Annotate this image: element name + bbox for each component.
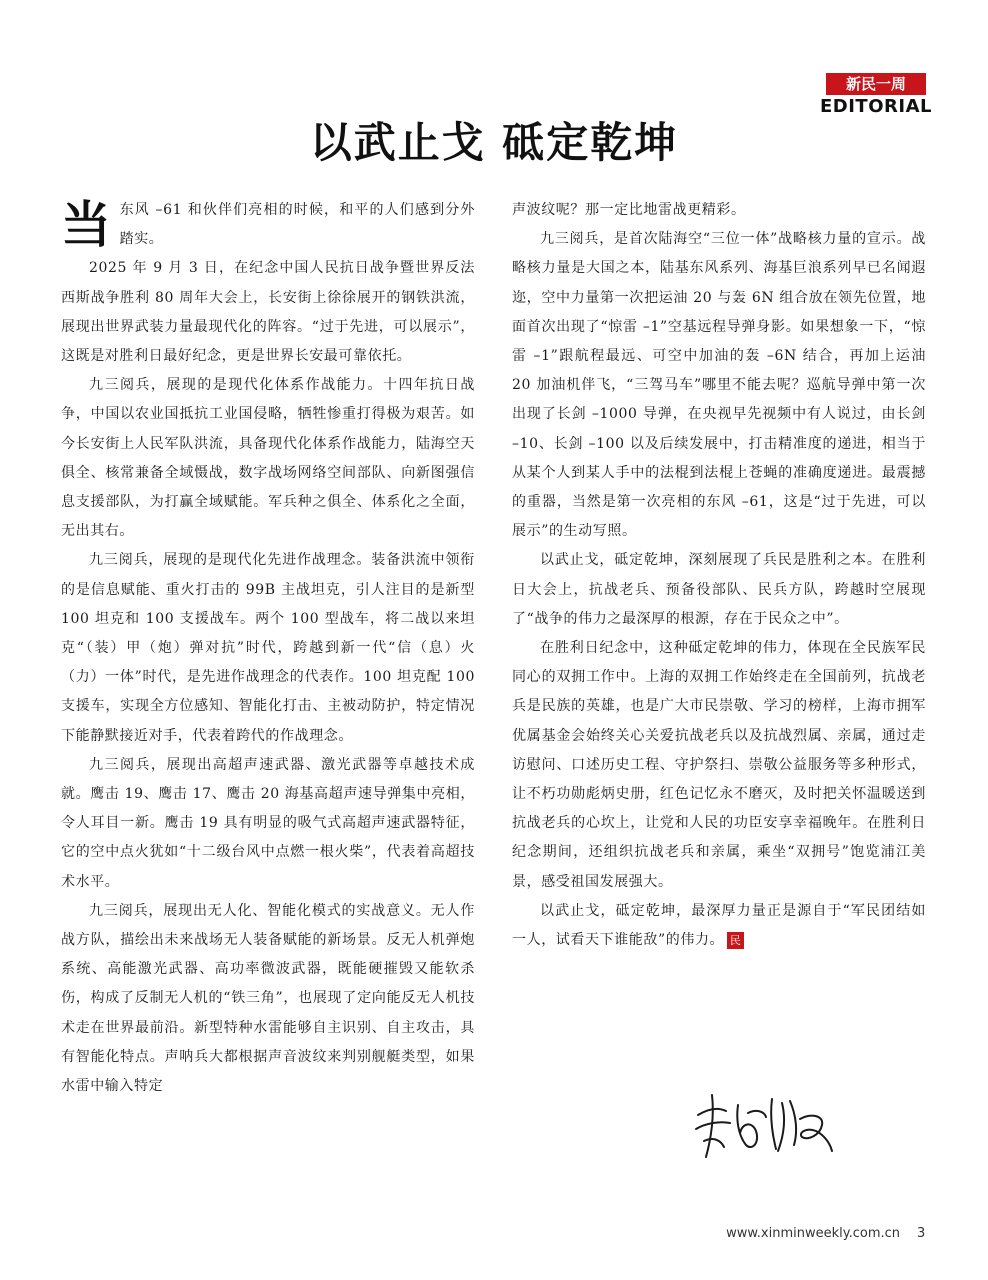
footer-url: www.xinminweekly.com.cn [726, 1226, 900, 1241]
section-label: EDITORIAL [820, 96, 932, 117]
end-mark-icon: 民 [727, 932, 744, 949]
body-paragraph: 九三阅兵，展现的是现代化先进作战理念。装备洪流中领衔的是信息赋能、重火打击的 99B 主战坦克，引人注目的是新型 100 坦克和 100 支援战车。两个 100 型战车，将二战以来坦克“（装）甲（炮）弹对抗”时代，跨越到新一代“信（息）火（力）一体”时代，是先进作战理念的代表作。100 坦克配 100 支援车，实现全方位感知、智能化打击、主被动防护，特定情况下能静默接近对手，代表着跨代的作战理念。 [61, 552, 475, 744]
left-column [61, 196, 475, 1101]
body-paragraph: 九三阅兵，展现出无人化、智能化模式的实战意义。无人作战方队，描绘出未来战场无人装备赋能的新场景。反无人机弹炮系统、高能激光武器、高功率微波武器，既能硬摧毁又能软杀伤，构成了反制无人机的“铁三角”，也展现了定向能反无人机技术走在世界最前沿。新型特种水雷能够自主识别、自主攻击，具有智能化特点。声呐兵大都根据声音波纹来判别舰艇类型，如果水雷中输入特定 [61, 902, 475, 1095]
closing-text: 以武止戈，砥定乾坤，最深厚力量正是源自于“军民团结如一人，试看天下谁能敌”的伟力。 [512, 902, 926, 949]
headline: 以武止戈 砥定乾坤 [309, 118, 679, 167]
lead-paragraph [61, 196, 475, 254]
closing-paragraph [512, 897, 926, 955]
body-paragraph: 在胜利日纪念中，这种砥定乾坤的伟力，体现在全民族军民同心的双拥工作中。上海的双拥工作始终走在全国前列，抗战老兵是民族的英雄，也是广大市民崇敬、学习的榜样，上海市拥军优属基金会始终关心关爱抗战老兵以及抗战烈属、亲属，通过走访慰问、口述历史工程、守护祭扫、崇敬公益服务等多种形式，让不朽功勋彪炳史册，红色记忆永不磨灭，及时把关怀温暖送到抗战老兵的心坎上，让党和人民的功臣安享幸福晚年。在胜利日纪念期间，还组织抗战老兵和亲属，乘坐“双拥号”饱览浦江美景，感受祖国发展强大。 [512, 640, 926, 890]
body-paragraph: 九三阅兵，展现的是现代化体系作战能力。十四年抗日战争，中国以农业国抵抗工业国侵略，牺牲惨重打得极为艰苦。如今长安街上人民军队洪流，具备现代化体系作战能力，陆海空天俱全、核常兼备全域慑战，数字战场网络空间部队、向新图强信息支援部队，为打赢全域赋能。军兵种之俱全、体系化之全面，无出其右。 [61, 377, 475, 540]
lead-text: 东风 –61 和伙伴们亮相的时候，和平的人们感到分外踏实。 [119, 202, 475, 248]
signature [690, 1085, 840, 1165]
continuation-text: 声波纹呢？那一定比地雷战更精彩。 [512, 202, 746, 218]
body-paragraph: 九三阅兵，展现出高超声速武器、激光武器等卓越技术成就。鹰击 19、鹰击 17、鹰击 20 海基高超声速导弹集中亮相，令人耳目一新。鹰击 19 具有明显的吸气式高超声速武器特征，它的空中点火犹如“十二级台风中点燃一根火柴”，代表着高超技术水平。 [61, 756, 475, 890]
brand-tag: 新民一周 [826, 73, 926, 95]
body-paragraph: 2025 年 9 月 3 日，在纪念中国人民抗日战争暨世界反法西斯战争胜利 80 周年大会上，长安街上徐徐展开的钢铁洪流，展现出世界武装力量最现代化的阵容。“过于先进，可以展示”，这既是对胜利日最好纪念，更是世界长安最可靠依托。 [61, 260, 475, 365]
body-paragraph: 九三阅兵，是首次陆海空“三位一体”战略核力量的宣示。战略核力量是大国之本，陆基东风系列、海基巨浪系列早已名闻遐迩，空中力量第一次把运油 20 与轰 6N 组合放在领先位置，地面首次出现了“惊雷 –1”空基远程导弹身影。如果想象一下，“惊雷 –1”跟航程最远、可空中加油的轰 –6N 结合，再加上运油 20 加油机伴飞，“三驾马车”哪里不能去呢？巡航导弹中第一次出现了长剑 –1000 导弹，在央视早先视频中有人说过，由长剑 –10、长剑 –100 以及后续发展中，打击精准度的递进，相当于从某个人到某人手中的法棍到法棍上苍蝇的准确度递进。最震撼的重器，当然是第一次亮相的东风 –61，这是“过于先进，可以展示”的生动写照。 [512, 231, 926, 540]
body-paragraph: 以武止戈，砥定乾坤，深刻展现了兵民是胜利之本。在胜利日大会上，抗战老兵、预备役部队、民兵方队，跨越时空展现了“战争的伟力之最深厚的根源，存在于民众之中”。 [512, 552, 926, 627]
drop-cap: 当 [61, 195, 112, 254]
right-column [512, 196, 926, 955]
page-number: 3 [917, 1226, 926, 1241]
